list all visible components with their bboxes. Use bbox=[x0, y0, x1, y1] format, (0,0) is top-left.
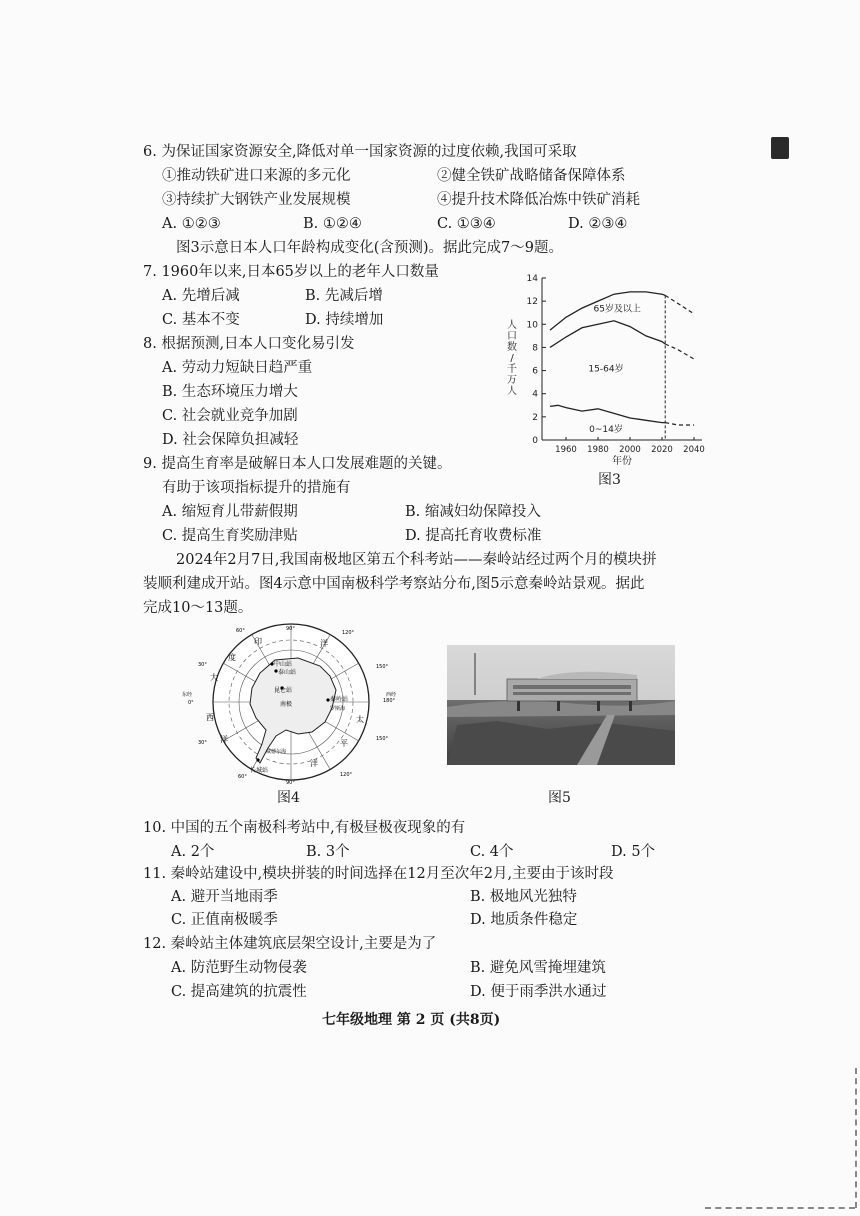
x-tick-label: 2020 bbox=[651, 445, 673, 455]
q9-option-c: C. 提高生育奖励津贴 bbox=[162, 528, 298, 544]
antarctica-map bbox=[180, 618, 402, 786]
fig4-caption: 图4 bbox=[277, 790, 300, 806]
svg-text:西: 西 bbox=[206, 713, 214, 722]
svg-text:泰山站: 泰山站 bbox=[278, 669, 297, 676]
q11-option-a: A. 避开当地雨季 bbox=[171, 889, 278, 905]
corner-mark bbox=[771, 137, 789, 159]
q10-stem: 10. 中国的五个南极科考站中,有极昼极夜现象的有 bbox=[143, 820, 466, 836]
q12-option-a: A. 防范野生动物侵袭 bbox=[171, 960, 307, 976]
q10-option-a: A. 2个 bbox=[171, 844, 215, 860]
y-axis-label-char: 口 bbox=[507, 331, 517, 342]
svg-text:长城站: 长城站 bbox=[250, 767, 269, 774]
q8-option-d: D. 社会保障负担减轻 bbox=[162, 432, 299, 448]
binding-line-right bbox=[855, 1068, 857, 1208]
svg-text:0°: 0° bbox=[188, 700, 194, 706]
q8-stem: 8. 根据预测,日本人口变化易引发 bbox=[143, 336, 355, 352]
q10-option-b: B. 3个 bbox=[306, 844, 350, 860]
svg-text:60°: 60° bbox=[236, 628, 245, 634]
series-0-14-label: 0~14岁 bbox=[589, 424, 623, 435]
y-tick-label: 2 bbox=[532, 412, 538, 423]
q9-stem: 9. 提高生育率是破解日本人口发展难题的关键。 bbox=[143, 456, 452, 472]
fig5-caption: 图5 bbox=[548, 790, 571, 806]
q12-option-b: B. 避免风雪掩埋建筑 bbox=[470, 960, 606, 976]
svg-text:西经: 西经 bbox=[386, 692, 397, 698]
y-tick-label: 0 bbox=[532, 436, 538, 446]
x-tick-label: 2040 bbox=[683, 445, 705, 455]
q9-option-b: B. 缩减妇幼保障投入 bbox=[405, 504, 541, 520]
y-tick-label: 8 bbox=[532, 343, 538, 354]
svg-text:150°: 150° bbox=[376, 736, 389, 742]
q7-stem: 7. 1960年以来,日本65岁以上的老年人口数量 bbox=[143, 264, 439, 280]
svg-text:印: 印 bbox=[254, 637, 262, 646]
binding-line-bottom bbox=[705, 1207, 855, 1209]
series-15-64-label: 15-64岁 bbox=[588, 364, 624, 375]
svg-text:中山站: 中山站 bbox=[274, 661, 293, 668]
q11-option-d: D. 地质条件稳定 bbox=[470, 912, 578, 928]
q8-option-b: B. 生态环境压力增大 bbox=[162, 384, 298, 400]
q6-stem: 6. 为保证国家资源安全,降低对单一国家资源的过度依赖,我国可采取 bbox=[143, 144, 577, 160]
x-axis-label: 年份 bbox=[612, 456, 632, 467]
q10-option-c: C. 4个 bbox=[470, 844, 514, 860]
series-0-14-line bbox=[550, 405, 665, 422]
svg-text:威德尔海: 威德尔海 bbox=[266, 749, 287, 755]
intro-paragraph-line3: 完成10～13题。 bbox=[143, 600, 253, 616]
q6-statement-2: ②健全铁矿战略储备保障体系 bbox=[437, 168, 626, 184]
svg-text:90°: 90° bbox=[286, 780, 295, 786]
q6-option-d: D. ②③④ bbox=[568, 216, 628, 232]
q12-option-d: D. 便于雨季洪水通过 bbox=[470, 984, 607, 1000]
y-axis-label-char: 人 bbox=[507, 386, 517, 397]
q8-option-a: A. 劳动力短缺日趋严重 bbox=[162, 360, 313, 376]
svg-text:东经: 东经 bbox=[182, 692, 193, 698]
q6-statement-3: ③持续扩大钢铁产业发展规模 bbox=[162, 192, 351, 208]
svg-text:180°: 180° bbox=[383, 698, 396, 704]
svg-text:太: 太 bbox=[356, 715, 364, 724]
intro-paragraph-line1: 2024年2月7日,我国南极地区第五个科考站——秦岭站经过两个月的模块拼 bbox=[176, 552, 657, 568]
x-tick-label: 2000 bbox=[619, 445, 641, 455]
q11-stem: 11. 秦岭站建设中,模块拼装的时间选择在12月至次年2月,主要由于该时段 bbox=[143, 866, 614, 882]
y-axis-label-char: / bbox=[510, 353, 514, 364]
q11-option-c: C. 正值南极暖季 bbox=[171, 912, 278, 928]
q6-statement-4: ④提升技术降低冶炼中铁矿消耗 bbox=[437, 192, 640, 208]
y-axis-label-char: 人 bbox=[507, 320, 517, 331]
y-axis-label-char: 千 bbox=[507, 364, 517, 375]
intro-fig3: 图3示意日本人口年龄构成变化(含预测)。据此完成7～9题。 bbox=[176, 240, 563, 256]
svg-text:平: 平 bbox=[340, 739, 348, 748]
intro-paragraph-line2: 装顺利建成开站。图4示意中国南极科学考察站分布,图5示意秦岭站景观。据此 bbox=[143, 576, 645, 592]
svg-text:150°: 150° bbox=[376, 664, 389, 670]
y-tick-label: 4 bbox=[532, 389, 538, 400]
svg-text:60°: 60° bbox=[238, 774, 247, 780]
y-tick-label: 6 bbox=[532, 366, 538, 377]
y-axis-label-char: 数 bbox=[507, 342, 517, 353]
series-65plus-projection bbox=[665, 295, 694, 314]
svg-text:120°: 120° bbox=[342, 630, 355, 636]
svg-text:昆仑站: 昆仑站 bbox=[274, 687, 293, 694]
svg-text:90°: 90° bbox=[286, 626, 295, 632]
series-15-64-projection bbox=[665, 344, 694, 359]
svg-text:洋: 洋 bbox=[310, 759, 318, 768]
q6-option-a: A. ①②③ bbox=[162, 216, 221, 232]
svg-text:30°: 30° bbox=[198, 740, 207, 746]
q9-option-a: A. 缩短育儿带薪假期 bbox=[162, 504, 298, 520]
y-tick-label: 10 bbox=[526, 320, 538, 331]
y-axis-label-char: 万 bbox=[507, 375, 517, 386]
population-chart bbox=[498, 266, 718, 486]
q9-stem-2: 有助于该项指标提升的措施有 bbox=[162, 480, 351, 496]
q10-option-d: D. 5个 bbox=[611, 844, 656, 860]
q6-option-b: B. ①②④ bbox=[303, 216, 362, 232]
series-0-14-projection bbox=[665, 423, 694, 425]
series-15-64-line bbox=[550, 321, 665, 348]
fig3-caption: 图3 bbox=[598, 472, 621, 488]
q8-option-c: C. 社会就业竞争加剧 bbox=[162, 408, 298, 424]
svg-text:大: 大 bbox=[210, 673, 218, 682]
svg-text:30°: 30° bbox=[198, 662, 207, 668]
q9-option-d: D. 提高托育收费标准 bbox=[405, 528, 542, 544]
qinling-station-photo bbox=[447, 645, 675, 765]
svg-text:120°: 120° bbox=[340, 772, 353, 778]
q12-stem: 12. 秦岭站主体建筑底层架空设计,主要是为了 bbox=[143, 936, 437, 952]
svg-text:洋: 洋 bbox=[220, 735, 228, 744]
x-tick-label: 1980 bbox=[587, 445, 609, 455]
svg-text:秦岭站: 秦岭站 bbox=[330, 696, 349, 703]
q7-option-d: D. 持续增加 bbox=[305, 312, 384, 328]
series-65plus-label: 65岁及以上 bbox=[593, 304, 641, 315]
q7-option-a: A. 先增后减 bbox=[162, 288, 240, 304]
q7-option-b: B. 先减后增 bbox=[305, 288, 383, 304]
y-tick-label: 12 bbox=[526, 297, 538, 308]
svg-text:洋: 洋 bbox=[320, 639, 328, 648]
q6-option-c: C. ①③④ bbox=[437, 216, 496, 232]
q7-option-c: C. 基本不变 bbox=[162, 312, 240, 328]
x-tick-label: 1960 bbox=[555, 445, 577, 455]
page-footer: 七年级地理 第 2 页 (共8页) bbox=[322, 1012, 501, 1028]
y-tick-label: 14 bbox=[526, 274, 538, 284]
svg-text:罗斯海: 罗斯海 bbox=[330, 706, 346, 712]
q11-option-b: B. 极地风光独特 bbox=[470, 889, 577, 905]
svg-text:南极: 南极 bbox=[280, 701, 293, 708]
q12-option-c: C. 提高建筑的抗震性 bbox=[171, 984, 307, 1000]
svg-text:度: 度 bbox=[228, 653, 236, 662]
q6-statement-1: ①推动铁矿进口来源的多元化 bbox=[162, 168, 351, 184]
